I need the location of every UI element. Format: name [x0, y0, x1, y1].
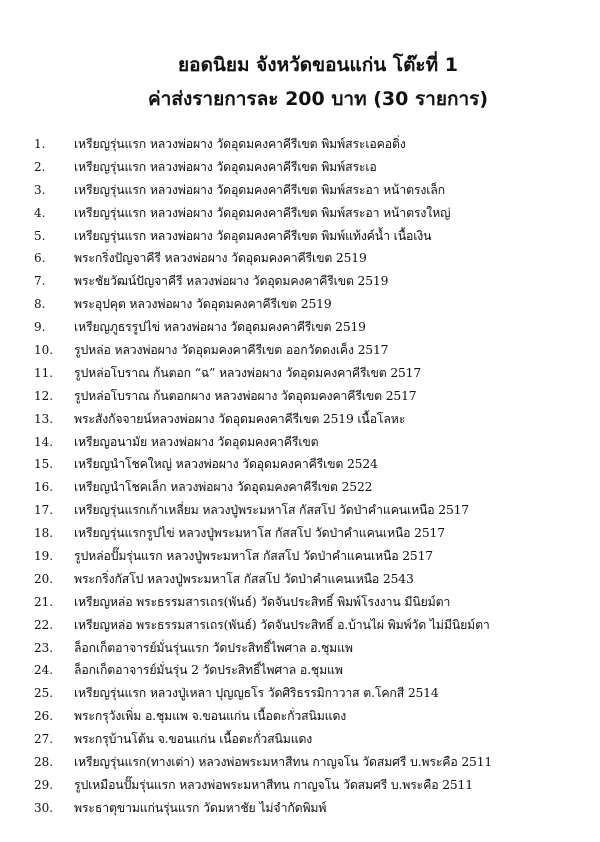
list-item [34, 272, 594, 295]
item-number: 5. [34, 228, 46, 243]
item-text: พระอุปคุต หลวงพ่อผาง วัดอุดมคงคาคีรีเขต 2519 [74, 297, 332, 312]
item-text: เหรียญหล่อ พระธรรมสารเถร(พันธ์) วัดจันประสิทธิ์ พิมพ์โรงงาน มีนิยม์ตา [74, 594, 451, 609]
item-text: เหรียญรุ่นแรกรูปไข่ หลวงปู่พระมหาโส กัสสโป วัดป่าคำแคนเหนือ 2517 [74, 526, 445, 541]
item-number: 13. [34, 411, 54, 426]
item-number: 1. [34, 137, 46, 151]
item-number: 20. [34, 571, 54, 586]
item-text: พระกริ่งกัสโป หลวงปู่พระมหาโส กัสสโป วัดป่าคำแคนเหนือ 2543 [74, 571, 414, 586]
list-item [34, 318, 594, 341]
item-number: 4. [34, 205, 46, 220]
list-item [34, 410, 594, 433]
list-item [34, 776, 594, 799]
item-text: ล็อกเก็ตอาจารย์มั่นรุ่นแรก วัดประสิทธิ์ไพศาล อ.ชุมแพ [74, 640, 353, 655]
list-item [34, 455, 594, 478]
list-item [34, 387, 594, 410]
title-line-1: ยอดนิยม จังหวัดขอนแก่น โต๊ะที่ 1 [178, 54, 458, 76]
item-number: 3. [34, 182, 46, 197]
list-item [34, 684, 594, 707]
item-text: พระกริ่งปัญจาคีรี หลวงพ่อผาง วัดอุดมคงคาคีรีเขต 2519 [74, 251, 367, 266]
item-number: 21. [34, 594, 54, 609]
item-text: รูปหล่อ หลวงพ่อผาง วัดอุดมคงคาคีรีเขต ออกวัดดงเค็ง 2517 [74, 343, 389, 358]
list-item [34, 616, 594, 639]
item-number: 7. [34, 274, 46, 289]
item-text: เหรียญรุ่นแรก หลวงพ่อผาง วัดอุดมคงคาคีรีเขต พิมพ์แท้งค์น้ำ เนื้อเงิน [74, 228, 432, 243]
item-text: เหรียญหล่อ พระธรรมสารเถร(พันธ์) วัดจันประสิทธิ์ อ.บ้านไผ่ พิมพ์วัด ไม่มีนิยม์ตา [74, 617, 490, 632]
list-item [34, 524, 594, 547]
list-item [34, 799, 594, 822]
list-item [34, 249, 594, 272]
list-item [34, 661, 594, 684]
item-number: 2. [34, 159, 46, 174]
list-item [34, 593, 594, 616]
item-number: 18. [34, 526, 54, 541]
list-item [34, 295, 594, 318]
document-header [0, 48, 600, 116]
item-number: 24. [34, 663, 54, 678]
list-item [34, 570, 594, 593]
item-number: 16. [34, 480, 54, 495]
item-text: รูปหล่อปั๊มรุ่นแรก หลวงปู่พระมหาโส กัสสโป วัดป่าคำแคนเหนือ 2517 [74, 549, 433, 564]
item-number: 17. [34, 503, 54, 518]
item-number: 22. [34, 617, 54, 632]
item-number: 23. [34, 640, 54, 655]
list-item [34, 227, 594, 250]
item-number: 27. [34, 732, 54, 747]
title-line-2: ค่าส่งรายการละ 200 บาท (30 รายการ) [147, 88, 489, 110]
list-item [34, 753, 594, 776]
item-number: 25. [34, 686, 54, 701]
item-number: 12. [34, 388, 54, 403]
item-text: พระธาตุขามแก่นรุ่นแรก วัดมหาชัย ไม่จำกัดพิมพ์ [74, 800, 327, 815]
item-text: พระกรุบ้านโต้น จ.ขอนแก่น เนื้อตะกั่วสนิมแดง [74, 732, 313, 747]
item-number: 14. [34, 434, 54, 449]
item-text: เหรียญรุ่นแรก หลวงปู่เหลา ปุญญธโร วัดศิริธรรมิกาวาส ต.โคกสี 2514 [74, 686, 439, 701]
item-number: 28. [34, 755, 54, 770]
item-number: 30. [34, 800, 54, 815]
list-item [34, 547, 594, 570]
list-item [34, 181, 594, 204]
item-text: เหรียญรุ่นแรก หลวงพ่อผาง วัดอุดมคงคาคีรีเขต พิมพ์สระอา หน้าตรงใหญ่ [74, 205, 451, 220]
item-text: รูปหล่อโบราณ ก้นตอกผาง หลวงพ่อผาง วัดอุดมคงคาคีรีเขต 2517 [74, 388, 417, 403]
list-item [34, 158, 594, 181]
item-number: 26. [34, 709, 54, 724]
item-number: 9. [34, 320, 46, 335]
item-text: ล็อกเก็ตอาจารย์มั่นรุ่น 2 วัดประสิทธิ์ไพศาล อ.ชุมแพ [74, 663, 343, 678]
item-text: รูปเหมือนปั๊มรุ่นแรก หลวงพ่อพระมหาสีทน กาญจโน วัดสมศรี บ.พระคือ 2511 [74, 777, 473, 792]
list-item [34, 135, 594, 158]
item-text: เหรียญรุ่นแรก หลวงพ่อผาง วัดอุดมคงคาคีรีเขต พิมพ์สระเอ [74, 159, 377, 174]
item-text: เหรียญรุ่นแรก(ทางเต่า) หลวงพ่อพระมหาสีทน กาญจโน วัดสมศรี บ.พระคือ 2511 [74, 755, 493, 770]
list-item [34, 341, 594, 364]
item-number: 11. [34, 365, 54, 380]
list-item [34, 364, 594, 387]
list-item [34, 501, 594, 524]
item-text: พระกรุวังเพิ่ม อ.ชุมแพ จ.ขอนแก่น เนื้อตะกั่วสนิมแดง [74, 709, 347, 724]
item-text: เหรียญรุ่นแรกเก้าเหลี่ยม หลวงปู่พระมหาโส กัสสโป วัดป่าคำแคนเหนือ 2517 [74, 503, 469, 518]
item-list [34, 135, 594, 822]
list-item [34, 478, 594, 501]
item-text: พระสังกัจจายน์หลวงพ่อผาง วัดอุดมคงคาคีรีเขต 2519 เนื้อโลหะ [74, 411, 406, 426]
item-number: 29. [34, 777, 54, 792]
list-item [34, 730, 594, 753]
list-item [34, 639, 594, 662]
item-text: เหรียญรุ่นแรก หลวงพ่อผาง วัดอุดมคงคาคีรีเขต พิมพ์สระเอคอติ่ง [74, 137, 406, 151]
item-number: 8. [34, 297, 46, 312]
item-text: เหรียญนำโชคใหญ่ หลวงพ่อผาง วัดอุดมคงคาคีรีเขต 2524 [74, 457, 378, 472]
item-text: รูปหล่อโบราณ ก้นตอก “ฉ” หลวงพ่อผาง วัดอุดมคงคาคีรีเขต 2517 [74, 365, 422, 380]
item-number: 10. [34, 343, 54, 358]
list-item [34, 204, 594, 227]
item-text: เหรียญรุ่นแรก หลวงพ่อผาง วัดอุดมคงคาคีรีเขต พิมพ์สระอา หน้าตรงเล็ก [74, 182, 445, 197]
item-text: เหรียญอนามัย หลวงพ่อผาง วัดอุดมคงคาคีรีเขต [74, 434, 319, 449]
item-number: 15. [34, 457, 54, 472]
item-text: พระชัยวัฒน์ปัญจาคีรี หลวงพ่อผาง วัดอุดมคงคาคีรีเขต 2519 [74, 274, 389, 289]
item-text: เหรียญนำโชคเล็ก หลวงพ่อผาง วัดอุดมคงคาคีรีเขต 2522 [74, 480, 373, 495]
item-number: 6. [34, 251, 46, 266]
item-text: เหรียญภูธรรูปไข่ หลวงพ่อผาง วัดอุดมคงคาคีรีเขต 2519 [74, 320, 366, 335]
list-item [34, 433, 594, 456]
item-number: 19. [34, 549, 54, 564]
list-item [34, 707, 594, 730]
